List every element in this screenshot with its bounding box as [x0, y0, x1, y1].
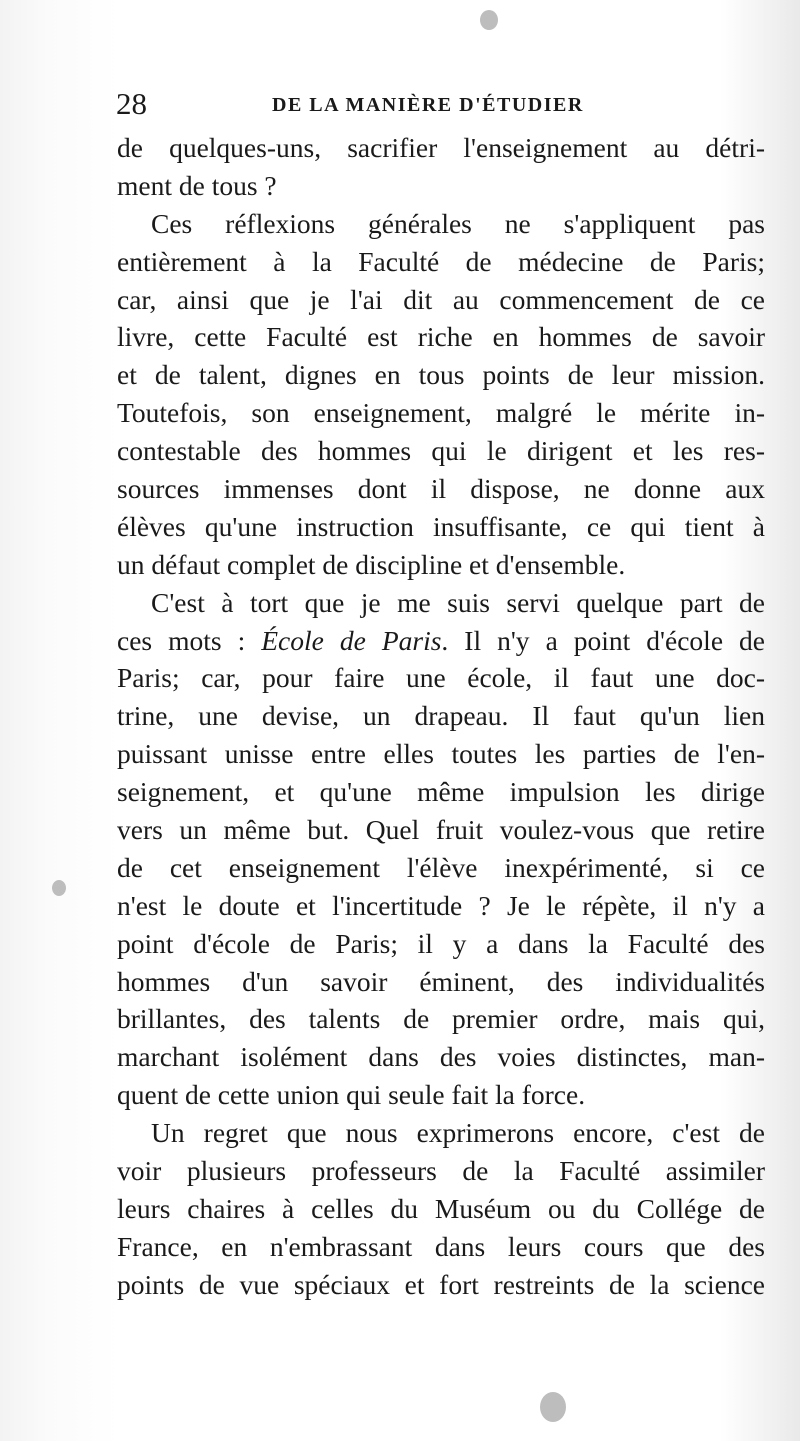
text-line: trine, une devise, un drapeau. Il faut qu'un lien — [117, 700, 765, 732]
text-line: Toutefois, son enseignement, malgré le mérite in- — [117, 397, 765, 429]
text-line: élèves qu'une instruction insuffisante, ce qui tient à — [117, 510, 765, 542]
print-speck — [540, 1392, 566, 1422]
text-line: de quelques-uns, sacrifier l'enseignement au détri- — [117, 132, 765, 163]
page-number: 28 — [116, 86, 147, 121]
running-head: DE LA MANIÈRE D'ÉTUDIER — [272, 94, 584, 116]
text-line: Paris; car, pour faire une école, il faut une doc- — [117, 662, 765, 694]
italic-phrase: École de Paris — [261, 624, 442, 656]
print-speck — [52, 880, 66, 896]
text-line: livre, cette Faculté est riche en hommes de savoir — [117, 321, 765, 353]
text-segment: ces mots : — [117, 624, 262, 656]
text-line: ment de tous ? — [117, 169, 277, 201]
text-line: entièrement à la Faculté de médecine de Paris; — [117, 245, 765, 277]
text-line: point d'école de Paris; il y a dans la Faculté des — [117, 927, 765, 959]
body-text — [117, 129, 765, 1304]
page-header — [116, 84, 766, 128]
text-line: et de talent, dignes en tous points de leur mission. — [117, 359, 765, 391]
text-line: quent de cette union qui seule fait la force. — [117, 1079, 586, 1111]
text-line: vers un même but. Quel fruit voulez-vous que retire — [117, 814, 765, 846]
text-line: Un regret que nous exprimerons encore, c'est de — [151, 1117, 765, 1149]
text-line: C'est à tort que je me suis servi quelque part de — [151, 586, 765, 618]
text-line: voir plusieurs professeurs de la Faculté assimiler — [117, 1155, 765, 1187]
text-line: leurs chaires à celles du Muséum ou du Collége de — [117, 1192, 765, 1224]
text-line: contestable des hommes qui le dirigent et les res- — [117, 435, 765, 467]
text-line: puissant unisse entre elles toutes les parties de l'en- — [117, 738, 765, 770]
text-line: France, en n'embrassant dans leurs cours que des — [117, 1230, 765, 1262]
text-line: seignement, et qu'une même impulsion les dirige — [117, 776, 765, 808]
text-line: car, ainsi que je l'ai dit au commencement de ce — [117, 283, 765, 315]
text-line: de cet enseignement l'élève inexpérimenté, si ce — [117, 851, 765, 883]
text-line: sources immenses dont il dispose, ne donne aux — [117, 473, 765, 505]
text-line: un défaut complet de discipline et d'ensemble. — [117, 548, 626, 580]
text-line: Ces réflexions générales ne s'appliquent pas — [151, 207, 765, 239]
text-line: n'est le doute et l'incertitude ? Je le répète, il n'y a — [117, 889, 765, 921]
text-line — [117, 622, 765, 660]
text-segment: . Il n'y a point d'école de — [441, 624, 765, 656]
text-line: marchant isolément dans des voies distinctes, man- — [117, 1041, 765, 1073]
text-line: brillantes, des talents de premier ordre, mais qui, — [117, 1003, 765, 1035]
text-line: hommes d'un savoir éminent, des individualités — [117, 965, 765, 997]
print-speck — [480, 10, 498, 30]
text-line: points de vue spéciaux et fort restreints de la science — [117, 1268, 765, 1300]
